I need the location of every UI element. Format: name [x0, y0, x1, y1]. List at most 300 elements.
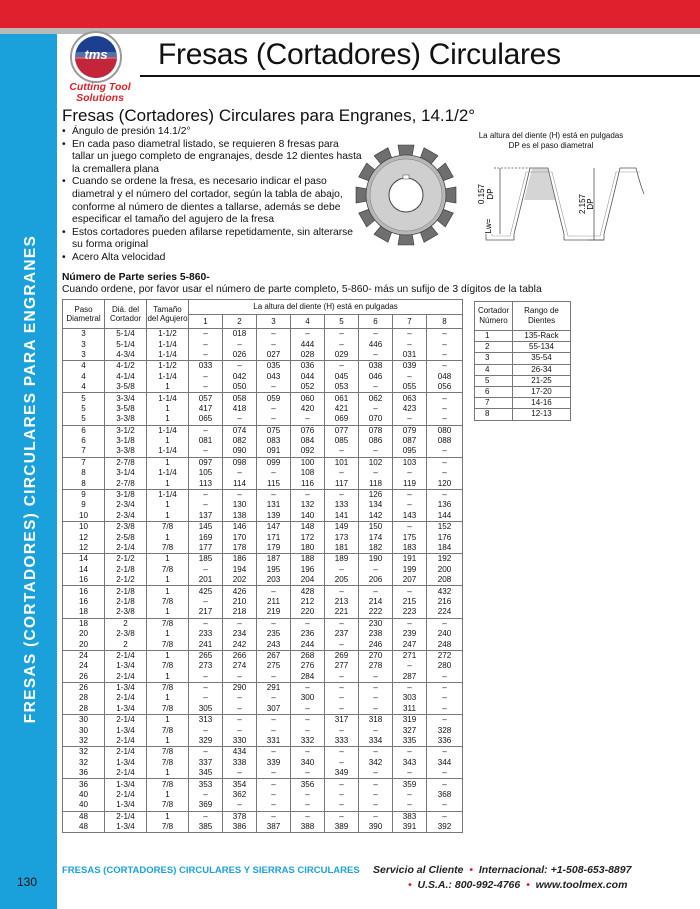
table-cell: 1 [147, 478, 189, 489]
col-header-7: 7 [393, 314, 427, 329]
table-cell: 2-1/2 [105, 554, 147, 565]
table-cell: – [189, 811, 223, 822]
table-row [475, 353, 571, 364]
table-cell: 100 [291, 457, 325, 468]
table-cell: 280 [427, 661, 463, 671]
table-cell: 7/8 [147, 800, 189, 811]
table-cell: 3-3/4 [105, 393, 147, 404]
table-cell: 074 [223, 425, 257, 436]
table-cell: – [223, 361, 257, 372]
table-cell: – [427, 404, 463, 414]
table-cell: – [223, 414, 257, 425]
table-cell: 223 [393, 607, 427, 618]
table-cell: 30 [63, 725, 105, 735]
table-cell: 199 [393, 565, 427, 575]
table-cell: 388 [291, 822, 325, 833]
table-cell: – [427, 329, 463, 340]
table-cell: 270 [359, 650, 393, 661]
table-cell: 241 [189, 639, 223, 650]
table-cell: – [325, 693, 359, 703]
table-cell: 303 [393, 693, 427, 703]
table-cell: – [325, 672, 359, 683]
col-header-6: 6 [359, 314, 393, 329]
table-cell: 1-1/4 [147, 468, 189, 478]
table-cell: 1-3/4 [105, 661, 147, 671]
table-cell: 2-3/8 [105, 522, 147, 533]
feature-item: • Acero Alta velocidad [62, 252, 362, 265]
table-cell: 103 [393, 457, 427, 468]
table-cell: 169 [189, 532, 223, 542]
table-cell: 16 [63, 597, 105, 607]
table-cell: 425 [189, 586, 223, 597]
table-cell: 238 [359, 629, 393, 639]
table-cell: 287 [393, 672, 427, 683]
table-row [475, 364, 571, 375]
table-cell: 1-3/4 [105, 758, 147, 768]
table-cell: – [257, 329, 291, 340]
table-cell: 239 [393, 629, 427, 639]
table-cell: 175 [393, 532, 427, 542]
table-row [63, 565, 463, 575]
table-cell: 14-16 [513, 398, 571, 409]
table-cell: 48 [63, 822, 105, 833]
table-cell: – [189, 790, 223, 800]
table-row [63, 597, 463, 607]
table-cell: 390 [359, 822, 393, 833]
table-cell: 5 [63, 404, 105, 414]
table-cell: 332 [291, 736, 325, 747]
table-cell: 330 [223, 736, 257, 747]
table-cell: 1 [147, 457, 189, 468]
table-cell: 340 [291, 758, 325, 768]
table-row [63, 575, 463, 586]
table-cell: 273 [189, 661, 223, 671]
table-cell: 038 [359, 361, 393, 372]
table-cell: 8 [63, 468, 105, 478]
table-cell: 149 [325, 522, 359, 533]
table-cell: 319 [393, 715, 427, 726]
table-row [63, 361, 463, 372]
col-header-2: 2 [223, 314, 257, 329]
footer-intl-phone: Internacional: +1-508-653-8897 [478, 864, 632, 876]
table-row [63, 446, 463, 457]
table-cell: 3 [63, 329, 105, 340]
table-cell: 095 [393, 446, 427, 457]
table-cell: – [325, 618, 359, 629]
table-cell: 26 [63, 672, 105, 683]
table-cell: 222 [359, 607, 393, 618]
table-cell: 307 [257, 704, 291, 715]
table-cell: 210 [223, 597, 257, 607]
table-cell: 172 [291, 532, 325, 542]
table-cell: 028 [291, 350, 325, 361]
table-cell: 244 [291, 639, 325, 650]
table-cell: 212 [291, 597, 325, 607]
col-header-group: La altura del diente (H) está en pulgadas [189, 300, 463, 315]
table-cell: – [257, 618, 291, 629]
table-cell: 189 [325, 554, 359, 565]
table-cell: – [359, 672, 393, 683]
table-cell: 1 [147, 586, 189, 597]
table-cell: 269 [325, 650, 359, 661]
table-row [63, 715, 463, 726]
table-cell: 14 [63, 554, 105, 565]
table-cell: 4 [63, 361, 105, 372]
table-cell: 178 [223, 543, 257, 554]
table-cell: 056 [427, 382, 463, 393]
table-cell: – [291, 329, 325, 340]
table-cell: 362 [223, 790, 257, 800]
table-cell: – [257, 790, 291, 800]
table-cell: – [257, 586, 291, 597]
table-cell: 369 [189, 800, 223, 811]
table-cell: 272 [427, 650, 463, 661]
table-cell: 268 [291, 650, 325, 661]
table-cell: 018 [223, 329, 257, 340]
table-cell: – [189, 425, 223, 436]
table-cell: 1 [147, 629, 189, 639]
table-cell: 218 [223, 607, 257, 618]
table-cell: 36 [63, 768, 105, 779]
table-cell: – [427, 779, 463, 790]
table-cell: 070 [359, 414, 393, 425]
table-cell: – [325, 682, 359, 693]
bullet-icon: • [523, 879, 533, 891]
col-header-diametro: Diá. del Cortador [105, 300, 147, 329]
table-cell: 313 [189, 715, 223, 726]
table-cell: – [393, 522, 427, 533]
table-cell: 043 [257, 372, 291, 382]
sidebar-vertical-title: FRESAS (CORTADORES) CIRCULARES PARA ENGRANES [22, 234, 39, 724]
table-row [475, 386, 571, 397]
table-cell: 356 [291, 779, 325, 790]
table-cell: 284 [291, 672, 325, 683]
table-cell: – [223, 800, 257, 811]
table-cell: 039 [393, 361, 427, 372]
table-cell: 119 [393, 478, 427, 489]
table-cell: 115 [257, 478, 291, 489]
table-cell: 2-5/8 [105, 532, 147, 542]
table-cell: 145 [189, 522, 223, 533]
table-cell: 130 [223, 500, 257, 510]
table-row [63, 725, 463, 735]
table-cell: 097 [189, 457, 223, 468]
table-cell: 060 [291, 393, 325, 404]
table-cell: 5 [63, 414, 105, 425]
table-cell: 7/8 [147, 725, 189, 735]
tagline [62, 82, 138, 104]
table-cell: 133 [325, 500, 359, 510]
table-cell: 117 [325, 478, 359, 489]
table-cell: 098 [223, 457, 257, 468]
table-cell: 152 [427, 522, 463, 533]
table-cell: 077 [325, 425, 359, 436]
table-row [63, 489, 463, 500]
table-row [63, 468, 463, 478]
part-number-heading: Número de Parte series 5-860- [62, 272, 210, 283]
table-cell: – [393, 489, 427, 500]
page-title: Fresas (Cortadores) Circulares [158, 38, 561, 71]
header-divider [140, 75, 700, 77]
table-cell: 029 [325, 350, 359, 361]
table-cell: – [257, 414, 291, 425]
table-cell: 2-1/4 [105, 715, 147, 726]
table-cell: – [257, 404, 291, 414]
diagram-label-b-unit: DP [586, 198, 595, 210]
table-cell: 3 [63, 350, 105, 361]
table-cell: 108 [291, 468, 325, 478]
table-cell: 7/8 [147, 682, 189, 693]
table-cell: 311 [393, 704, 427, 715]
table-cell: 423 [393, 404, 427, 414]
feature-item: • Cuando se ordene la fresa, es necesario indicar el paso diametral y el número del cortador, según la tabla de abajo, conforme al número de dientes a tallarse, además se debe especificar el tamaño del agujero de la fresa [62, 176, 362, 226]
table-cell: 338 [223, 758, 257, 768]
feature-list [62, 126, 362, 265]
top-red-bar [0, 0, 700, 28]
table-cell: 48 [63, 811, 105, 822]
col-header-paso: Paso Diametral [63, 300, 105, 329]
table-cell: – [393, 618, 427, 629]
table-cell: 12 [63, 532, 105, 542]
table-row [475, 409, 571, 420]
table-cell: 1 [147, 532, 189, 542]
table-cell: 359 [393, 779, 427, 790]
table-row [63, 436, 463, 446]
table-cell: 1 [147, 736, 189, 747]
table-cell: – [427, 468, 463, 478]
table-cell: 192 [427, 554, 463, 565]
footer-contact-line1 [373, 864, 631, 876]
table-cell: 1 [147, 672, 189, 683]
table-cell: 1-1/4 [147, 393, 189, 404]
table-cell: – [223, 715, 257, 726]
table-row [63, 629, 463, 639]
table-cell: – [393, 500, 427, 510]
table-cell: 4-3/4 [105, 350, 147, 361]
table-cell: 9 [63, 489, 105, 500]
table-cell: 090 [223, 446, 257, 457]
table-cell: 027 [257, 350, 291, 361]
table-cell: 141 [325, 511, 359, 522]
table-cell: 271 [393, 650, 427, 661]
table-cell: – [325, 468, 359, 478]
table-cell: – [257, 768, 291, 779]
table-cell: – [325, 639, 359, 650]
table-cell: 392 [427, 822, 463, 833]
table-row [63, 682, 463, 693]
table-cell: 1 [475, 331, 513, 342]
table-row [63, 747, 463, 758]
diagram-caption-line1: La altura del diente (H) está en pulgadas [478, 131, 624, 140]
table-cell: – [189, 693, 223, 703]
table-cell: 305 [189, 704, 223, 715]
table-cell: 421 [325, 404, 359, 414]
tagline-line2: Solutions [76, 92, 124, 104]
table-cell: – [257, 747, 291, 758]
table-cell: 2-1/8 [105, 597, 147, 607]
diagram-caption [470, 131, 632, 151]
table-row [63, 393, 463, 404]
table-row [63, 404, 463, 414]
table-cell: – [427, 800, 463, 811]
table-cell: 237 [325, 629, 359, 639]
table-cell: 8 [475, 409, 513, 420]
table-cell: 1-1/4 [147, 350, 189, 361]
table-row [63, 822, 463, 833]
table-cell: 033 [189, 361, 223, 372]
table-cell: 7 [63, 457, 105, 468]
table-cell: 24 [63, 661, 105, 671]
table-cell: 36 [63, 779, 105, 790]
table-cell: 32 [63, 747, 105, 758]
table-cell: 200 [427, 565, 463, 575]
table-cell: 2-3/4 [105, 500, 147, 510]
table-cell: 173 [325, 532, 359, 542]
table-cell: 191 [393, 554, 427, 565]
table-row [63, 768, 463, 779]
table-cell: – [393, 768, 427, 779]
footer-website[interactable]: www.toolmex.com [535, 879, 628, 891]
table-cell: 1-1/4 [147, 339, 189, 349]
table-cell: 336 [427, 736, 463, 747]
table-cell: 113 [189, 478, 223, 489]
table-cell: – [427, 682, 463, 693]
table-cell: 6 [63, 436, 105, 446]
table-cell: 290 [223, 682, 257, 693]
table-cell: – [325, 779, 359, 790]
table-cell: 230 [359, 618, 393, 629]
table-cell: – [257, 725, 291, 735]
table-cell: 21-25 [513, 375, 571, 386]
table-cell: 291 [257, 682, 291, 693]
table-cell: 205 [325, 575, 359, 586]
table-cell: 327 [393, 725, 427, 735]
table-cell: – [257, 382, 291, 393]
table-row [63, 414, 463, 425]
table-cell: 063 [393, 393, 427, 404]
table-cell: 434 [223, 747, 257, 758]
table-cell: 1-3/4 [105, 822, 147, 833]
table-cell: 7/8 [147, 618, 189, 629]
table-cell: – [359, 382, 393, 393]
table-cell: – [393, 372, 427, 382]
logo-text: tms [84, 47, 108, 62]
table-cell: 1 [147, 715, 189, 726]
table-cell: 32 [63, 758, 105, 768]
table-cell: 248 [427, 639, 463, 650]
table-cell: 7/8 [147, 522, 189, 533]
table-cell: – [359, 693, 393, 703]
table-cell: 2 [475, 342, 513, 353]
table-cell: 2-1/4 [105, 790, 147, 800]
table-cell: 345 [189, 768, 223, 779]
col-header-1: 1 [189, 314, 223, 329]
table-cell: 7/8 [147, 661, 189, 671]
table-cell: 2-1/8 [105, 565, 147, 575]
table-cell: – [427, 693, 463, 703]
tooth-profile-diagram [464, 154, 646, 246]
table-cell: 40 [63, 790, 105, 800]
table-cell: – [359, 725, 393, 735]
table-cell: 219 [257, 607, 291, 618]
table-row [63, 672, 463, 683]
table-cell: 114 [223, 478, 257, 489]
table-cell: 3-3/8 [105, 414, 147, 425]
table-cell: 053 [325, 382, 359, 393]
table-cell: 428 [291, 586, 325, 597]
table-cell: – [189, 565, 223, 575]
table-cell: – [427, 446, 463, 457]
table-cell: 335 [393, 736, 427, 747]
table-cell: 143 [393, 511, 427, 522]
table-cell: 3-3/8 [105, 446, 147, 457]
cutter-table [62, 299, 463, 833]
table-cell: – [291, 715, 325, 726]
table-cell: 075 [257, 425, 291, 436]
table-row [63, 329, 463, 340]
table-cell: 265 [189, 650, 223, 661]
table-cell: – [223, 618, 257, 629]
table-cell: – [189, 339, 223, 349]
table-cell: 048 [427, 372, 463, 382]
table-cell: – [291, 704, 325, 715]
table-cell: 383 [393, 811, 427, 822]
table-row [475, 398, 571, 409]
table-cell: 20 [63, 629, 105, 639]
table-row [63, 790, 463, 800]
diagram-label-b: 2.157 [578, 193, 587, 215]
table-cell: 354 [223, 779, 257, 790]
table-cell: 187 [257, 554, 291, 565]
table-cell: 102 [359, 457, 393, 468]
table-cell: 203 [257, 575, 291, 586]
table-cell: 337 [189, 758, 223, 768]
table-cell: 201 [189, 575, 223, 586]
table-row [63, 758, 463, 768]
table-cell: 17-20 [513, 386, 571, 397]
table-cell: – [393, 661, 427, 671]
part-number-description: Cuando ordene, por favor usar el número de parte completo, 5-860- más un sufijo de 3 dígitos de la tabla [62, 284, 542, 295]
table-cell: – [359, 682, 393, 693]
table-cell: 7/8 [147, 779, 189, 790]
table-cell: 101 [325, 457, 359, 468]
table-cell: 2-3/8 [105, 607, 147, 618]
table-row [63, 339, 463, 349]
diagram-caption-line2: DP es el paso diametral [508, 141, 594, 150]
table-cell: 391 [393, 822, 427, 833]
table-cell: 146 [223, 522, 257, 533]
cutter-image [346, 137, 464, 249]
table-row [63, 457, 463, 468]
table-cell: 1-1/2 [147, 329, 189, 340]
table-cell: 042 [223, 372, 257, 382]
table-cell: 1 [147, 693, 189, 703]
diagram-label-lw: Lw= [484, 218, 493, 234]
table-cell: – [325, 489, 359, 500]
table-cell: 1-1/2 [147, 361, 189, 372]
table-cell: 2-1/8 [105, 586, 147, 597]
table-cell: 202 [223, 575, 257, 586]
table-cell: – [427, 361, 463, 372]
feature-item: • Ángulo de presión 14.1/2° [62, 126, 362, 139]
table-cell: – [359, 446, 393, 457]
table-cell: – [427, 350, 463, 361]
table-cell: 092 [291, 446, 325, 457]
table-cell: 275 [257, 661, 291, 671]
table-cell: 3 [475, 353, 513, 364]
table-cell: – [393, 682, 427, 693]
col-header-cortador: Cortador Número [475, 302, 513, 331]
